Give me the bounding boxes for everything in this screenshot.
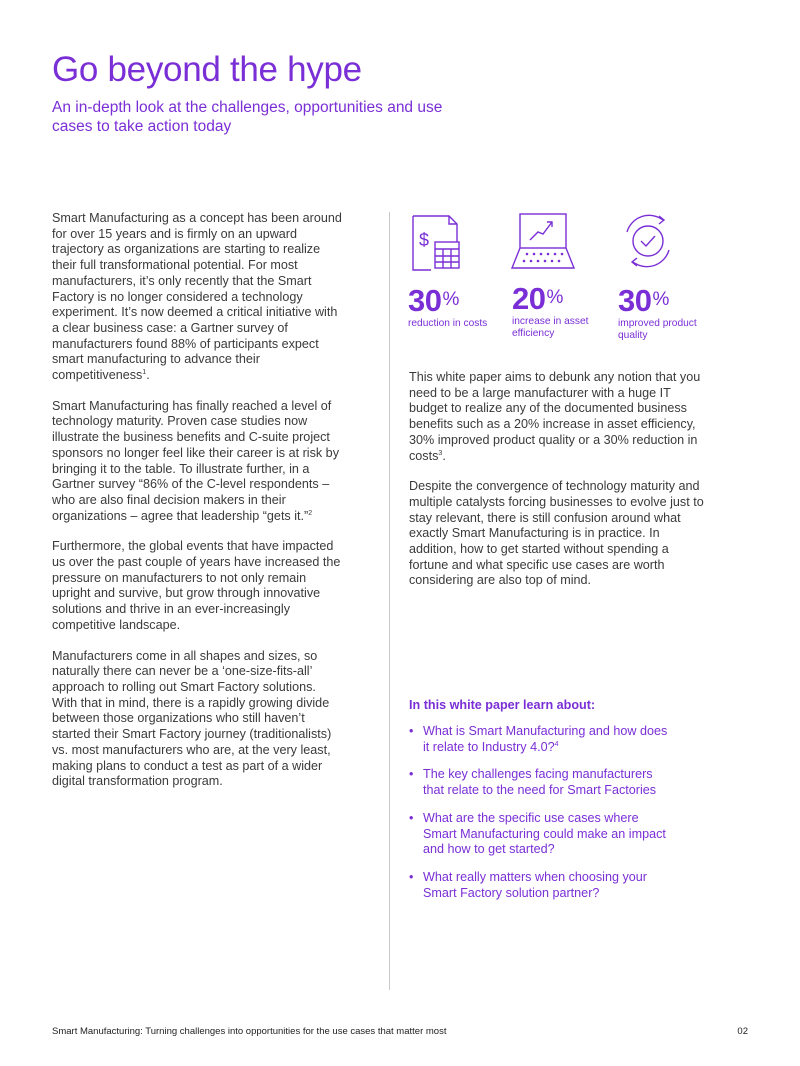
- page-subtitle: An in-depth look at the challenges, opportunities and use cases to take action today: [52, 99, 443, 135]
- learn-about-heading: In this white paper learn about:: [409, 698, 596, 712]
- page-number: 02: [737, 1026, 748, 1037]
- stat-label: reduction in costs: [408, 318, 488, 329]
- stat-product-quality: [618, 283, 713, 341]
- left-column: [52, 211, 344, 805]
- circular-check-icon: [617, 210, 679, 272]
- footnote-ref: 2: [308, 509, 313, 517]
- stat-label: improved product quality: [618, 318, 697, 341]
- stat-label: increase in asset efficiency: [512, 316, 589, 339]
- laptop-growth-chart-icon: [510, 210, 576, 274]
- column-divider: [389, 212, 390, 990]
- list-item: • What is Smart Manufacturing and how does it relate to Industry 4.0?$^4$: [409, 724, 674, 755]
- learn-about-box: [409, 698, 709, 913]
- stat-unit: %: [442, 289, 459, 310]
- footer-title: Smart Manufacturing: Turning challenges into opportunities for the use cases that matter most: [52, 1026, 447, 1037]
- list-item: • What are the specific use cases where Smart Manufacturing could make an impact and how to get started?: [409, 811, 674, 858]
- page-title: Go beyond the hype: [52, 50, 362, 89]
- svg-text:$: $: [419, 230, 430, 250]
- left-paragraph-4: Manufacturers come in all shapes and sizes, so naturally there can never be a ‘one-size-fits-all’ approach to rolling out Smart Factory solutions. With that in mind, there is a rapidly growing divide between those organizations who still haven’t started their Smart Factory journey (traditionalists) vs. most manufacturers who are, at the very least, making plans to conduct a test as part of a wider digital transformation program.: [52, 648, 332, 789]
- list-item: • What really matters when choosing your Smart Factory solution partner?: [409, 870, 674, 901]
- stat-unit: %: [546, 287, 563, 308]
- learn-about-list: [409, 724, 709, 901]
- stat-cost-reduction: [408, 283, 503, 330]
- stat-asset-efficiency: [512, 281, 602, 339]
- stat-unit: %: [652, 289, 669, 310]
- stat-value: 30: [408, 283, 442, 318]
- footnote-ref: 4: [554, 740, 559, 748]
- footnote-ref: 1: [142, 368, 147, 376]
- stat-value: 20: [512, 281, 546, 316]
- left-paragraph-2: Smart Manufacturing has finally reached a level of technology maturity. Proven case studies now illustrate the business benefits and C-suite project sponsors no longer feel like their career is at risk by bringing it to the table. To illustrate further, in a Gartner survey “86% of the C-level respondents – who are also final decision makers in their organizations – agree that leadership “gets it.”$^2$: [52, 398, 339, 523]
- right-paragraph-2: Despite the convergence of technology maturity and multiple catalysts forcing businesses to evolve just to stay relevant, there is still confusion around what exactly Smart Manufacturing is in practice. In addition, how to get started without spending a fortune and what specific use cases are worth considering are also top of mind.: [409, 479, 704, 588]
- list-item: • The key challenges facing manufacturers that relate to the need for Smart Factories: [409, 767, 674, 798]
- left-paragraph-3: Furthermore, the global events that have impacted us over the past couple of years have increased the pressure on manufacturers to not only remain upright and survive, but grow through innovative solutions and thrive in an ever-increasingly competitive landscape.: [52, 539, 341, 632]
- invoice-calculator-icon: [407, 212, 469, 274]
- footnote-ref: 3: [438, 449, 443, 457]
- left-paragraph-1: Smart Manufacturing as a concept has been around for over 15 years and is firmly on an upward trajectory as organizations are starting to realize their full transformational potential. For most manufacturers, it’s only recently that the Smart Factory is no longer considered a technology experiment. It’s now deemed a critical initiative with a clear business case: a Gartner survey of manufacturers found 88% of participants expect smart manufacturing to advance their competitiveness$^1$.: [52, 211, 342, 383]
- right-column: [409, 370, 704, 604]
- right-paragraph-1: This white paper aims to debunk any notion that you need to be a large manufacturer with a huge IT budget to realize any of the documented business benefits such as a 20% increase in asset efficiency, 30% improved product quality or a 30% reduction in costs$^3$.: [409, 370, 701, 463]
- stat-value: 30: [618, 283, 652, 318]
